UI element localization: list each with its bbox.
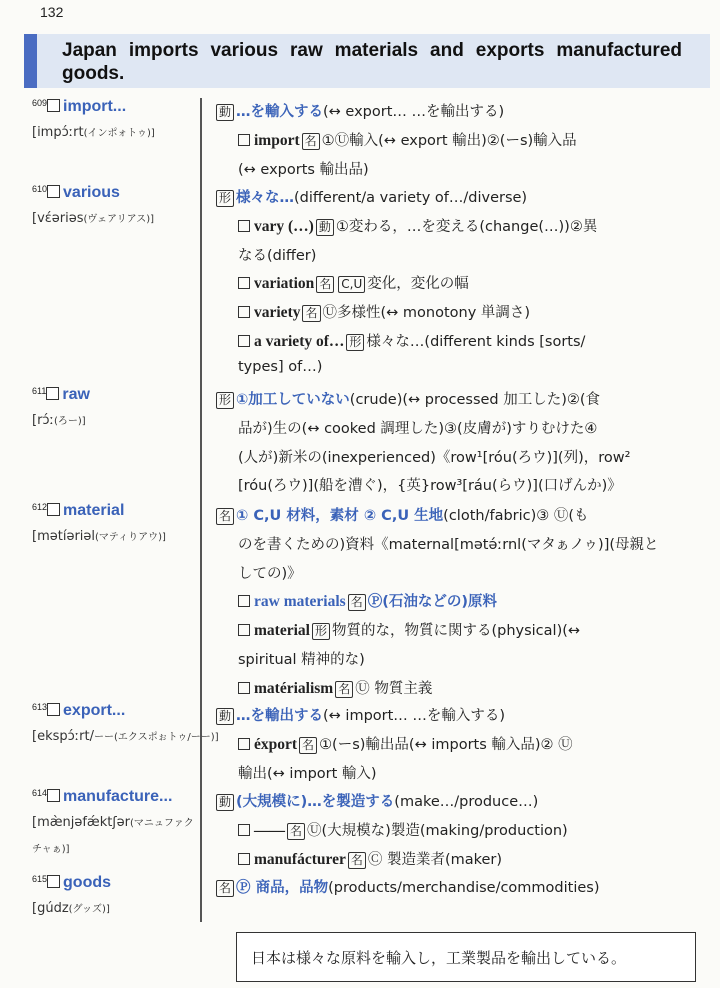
- derived-term: variety: [254, 304, 301, 322]
- definition-text: [róu(ろウ)](船を漕ぐ)，{英}row³[ráu(らウ)](口げんか)》: [238, 478, 622, 495]
- sub-line: [238, 301, 530, 322]
- pron-kana: (グッズ)]: [68, 904, 110, 915]
- pron-ipa: [gúdz: [32, 901, 69, 916]
- checkbox-icon: [238, 853, 250, 865]
- headword: [32, 702, 125, 720]
- definition-text: (different/a variety of…/diverse): [294, 190, 528, 206]
- checkbox-icon: [238, 277, 250, 289]
- sub-line: [238, 762, 377, 783]
- banner-accent-bar: [24, 34, 37, 88]
- checkbox-icon: [238, 824, 250, 836]
- checkbox-icon[interactable]: [46, 387, 59, 400]
- sub-line: [238, 359, 322, 375]
- definition-text: spiritual 精神的な): [238, 652, 365, 668]
- pos-tag: 動: [316, 219, 334, 236]
- sub-line: [238, 129, 577, 150]
- definition-text: (人が)新米の(inexperienced)《row¹[róu(ろウ)](列)，row²: [238, 449, 631, 466]
- definition-text: (products/merchandise/commodities): [328, 880, 600, 896]
- checkbox-icon[interactable]: [47, 185, 60, 198]
- pos-tag: 名: [216, 508, 234, 525]
- pos-tag: 名: [302, 305, 320, 322]
- pron-ipa: [mətíəriəl: [32, 529, 96, 544]
- primary-meaning: 様々な…: [236, 190, 295, 206]
- checkbox-icon[interactable]: [47, 99, 60, 112]
- column-divider: [200, 98, 202, 922]
- pronunciation-cont: [32, 840, 70, 856]
- definition-text: ①(ーs)輸出品(↔ imports 輸入品)② Ⓤ: [319, 736, 573, 753]
- entry-number: 613: [32, 702, 48, 712]
- entry-number: 615: [32, 874, 48, 884]
- definition-line: [214, 790, 538, 811]
- pron-ipa: [ekspɔ́ːrt/: [32, 729, 94, 744]
- derived-term: a variety of…: [254, 333, 345, 350]
- pronunciation: [32, 900, 110, 916]
- checkbox-icon: [238, 335, 250, 347]
- definition-text: Ⓤ(大規模な)製造(making/production): [307, 822, 568, 839]
- headword: [32, 874, 111, 892]
- pronunciation: [32, 210, 154, 226]
- headword-text: manufacture...: [63, 788, 173, 805]
- sub-line: [238, 474, 622, 495]
- primary-meaning: Ⓟ 商品，品物: [236, 880, 329, 896]
- definition-text: ①変わる，…を変える(change(…))②異: [335, 218, 598, 235]
- checkbox-icon: [238, 220, 250, 232]
- pronunciation: [32, 728, 219, 744]
- derived-term: manufácturer: [254, 850, 346, 868]
- pronunciation: [32, 814, 194, 830]
- definition-text: なる(differ): [238, 247, 317, 264]
- sub-line: [238, 158, 369, 179]
- sub-line: [238, 272, 469, 293]
- entry-number: 609: [32, 98, 48, 108]
- definition-text: のを書くための)資料《maternal[mətə́ːrnl(マタぁノゥ)](母親と: [238, 536, 659, 553]
- definition-text: 変化，変化の幅: [367, 276, 469, 293]
- definition-text: Ⓟ(石油などの)原料: [367, 594, 497, 611]
- pos-tag: 名: [335, 681, 353, 698]
- sub-line: [238, 446, 630, 467]
- pron-kana: (マニュファク: [130, 818, 194, 829]
- pos-tag: 動: [216, 104, 234, 121]
- pronunciation: [32, 412, 86, 428]
- definition-text: しての)》: [238, 565, 302, 582]
- translation-text: 日本は様々な原料を輸入し，工業製品を輸出している。: [251, 949, 627, 967]
- primary-meaning: …を輸入する: [236, 104, 324, 120]
- pos-tag: 名: [216, 880, 234, 897]
- pronunciation: [32, 528, 166, 544]
- derived-term: variation: [254, 275, 315, 293]
- definition-text: Ⓒ 製造業者(maker): [367, 851, 503, 868]
- headword-text: export...: [63, 702, 126, 719]
- count-tag: C,U: [338, 276, 365, 293]
- translation-box: [236, 932, 696, 982]
- pron-kana: チャぁ)]: [32, 844, 70, 855]
- pron-kana: ーー(エクスポぉトゥ/ーー)]: [93, 732, 219, 743]
- headword: [32, 386, 90, 404]
- definition-text: 様々な…(different kinds [sorts/: [366, 334, 586, 350]
- headword-text: raw: [62, 386, 90, 403]
- sub-line: [238, 733, 573, 754]
- definition-line: [214, 388, 600, 409]
- headword: [32, 98, 126, 116]
- checkbox-icon: [238, 134, 250, 146]
- pron-ipa: [rɔ́ː: [32, 413, 54, 428]
- derived-term: vary (…): [254, 217, 314, 235]
- definition-text: ①Ⓤ輸入(↔ export 輸出)②(ーs)輸入品: [321, 132, 577, 149]
- pos-tag: 形: [312, 623, 330, 640]
- primary-meaning: (大規模に)…を製造する: [236, 794, 395, 810]
- definition-text: (↔ exports 輸出品): [238, 161, 369, 178]
- example-sentence: Japan imports various raw materials and exports manufactured goods.: [62, 40, 682, 84]
- derived-term: éxport: [254, 735, 298, 753]
- pos-tag: 名: [299, 737, 317, 754]
- sub-line: [238, 819, 568, 840]
- definition-line: [214, 876, 600, 897]
- pron-ipa: [mæ̀njəfǽktʃər: [32, 815, 131, 830]
- entry-number: 611: [32, 386, 47, 396]
- derived-term: material: [254, 622, 310, 640]
- sub-line: [238, 677, 432, 698]
- headword-text: goods: [63, 874, 112, 891]
- definition-text: types] of…): [238, 358, 323, 375]
- derived-term: ——: [254, 821, 285, 839]
- checkbox-icon: [238, 682, 250, 694]
- primary-meaning: ①加工していない: [236, 392, 350, 408]
- pron-kana: (ろー)]: [53, 416, 86, 427]
- definition-text: (↔ import… …を輸入する): [323, 708, 506, 724]
- definition-line: [214, 704, 505, 725]
- derived-term: import: [254, 131, 300, 149]
- pos-tag: 形: [216, 190, 234, 207]
- definition-text: (crude)(↔ processed 加工した)②(食: [349, 392, 601, 408]
- definition-line: [214, 100, 504, 121]
- definition-text: 物質的な，物質に関する(physical)(↔: [331, 623, 581, 640]
- pronunciation: [32, 124, 155, 140]
- sub-line: [238, 244, 316, 265]
- headword: [32, 184, 120, 202]
- pos-tag: 名: [348, 594, 366, 611]
- entry-number: 610: [32, 184, 48, 194]
- definition-text: Ⓤ多様性(↔ monotony 単調さ): [322, 305, 531, 322]
- sub-line: [238, 215, 597, 236]
- sub-line: [238, 590, 497, 611]
- sub-line: [238, 848, 502, 869]
- checkbox-icon[interactable]: [47, 789, 60, 802]
- pos-tag: 名: [316, 276, 334, 293]
- sub-line: [238, 330, 585, 351]
- pron-kana: (ヴェアリアス)]: [83, 214, 155, 225]
- pos-tag: 形: [216, 392, 234, 409]
- derived-term: raw materials: [254, 593, 346, 611]
- pos-tag: 動: [216, 708, 234, 725]
- sub-line: [238, 417, 597, 438]
- entry-number: 612: [32, 502, 48, 512]
- definition-text: (↔ export… …を輸出する): [323, 104, 505, 120]
- definition-line: [214, 504, 589, 525]
- definition-text: 輸出(↔ import 輸入): [238, 765, 377, 782]
- definition-text: 品が)生の(↔ cooked 調理した)③(皮膚が)すりむけた④: [238, 420, 598, 437]
- headword-text: various: [63, 184, 120, 201]
- pron-kana: (マティりアウ)]: [95, 532, 166, 543]
- pron-ipa: [vɛ́əriəs: [32, 211, 84, 226]
- checkbox-icon: [238, 738, 250, 750]
- definition-text: Ⓤ 物質主義: [355, 680, 433, 697]
- checkbox-icon[interactable]: [47, 703, 60, 716]
- pos-tag: 名: [348, 852, 366, 869]
- checkbox-icon[interactable]: [47, 875, 60, 888]
- headword-text: material: [63, 502, 125, 519]
- pron-ipa: [impɔ́ːrt: [32, 125, 84, 140]
- sub-line: [238, 533, 659, 554]
- headword: [32, 502, 124, 520]
- pos-tag: 形: [346, 334, 364, 351]
- definition-text: (cloth/fabric)③ Ⓤ(も: [443, 508, 589, 524]
- pos-tag: 名: [287, 823, 305, 840]
- primary-meaning: …を輸出する: [236, 708, 324, 724]
- page-number: 132: [40, 4, 64, 20]
- pos-tag: 名: [302, 133, 320, 150]
- sub-line: [238, 619, 580, 640]
- headword-text: import...: [63, 98, 127, 115]
- entry-number: 614: [32, 788, 48, 798]
- checkbox-icon: [238, 624, 250, 636]
- derived-term: matérialism: [254, 679, 334, 697]
- pron-kana: (インポォトゥ)]: [83, 128, 155, 139]
- sub-line: [238, 562, 302, 583]
- definition-text: (make…/produce…): [394, 794, 539, 810]
- sub-line: [238, 648, 365, 669]
- pos-tag: 動: [216, 794, 234, 811]
- primary-meaning: ① C,U 材料，素材 ② C,U 生地: [236, 508, 444, 524]
- definition-line: [214, 186, 527, 207]
- checkbox-icon: [238, 306, 250, 318]
- checkbox-icon[interactable]: [47, 503, 60, 516]
- checkbox-icon: [238, 595, 250, 607]
- headword: [32, 788, 172, 806]
